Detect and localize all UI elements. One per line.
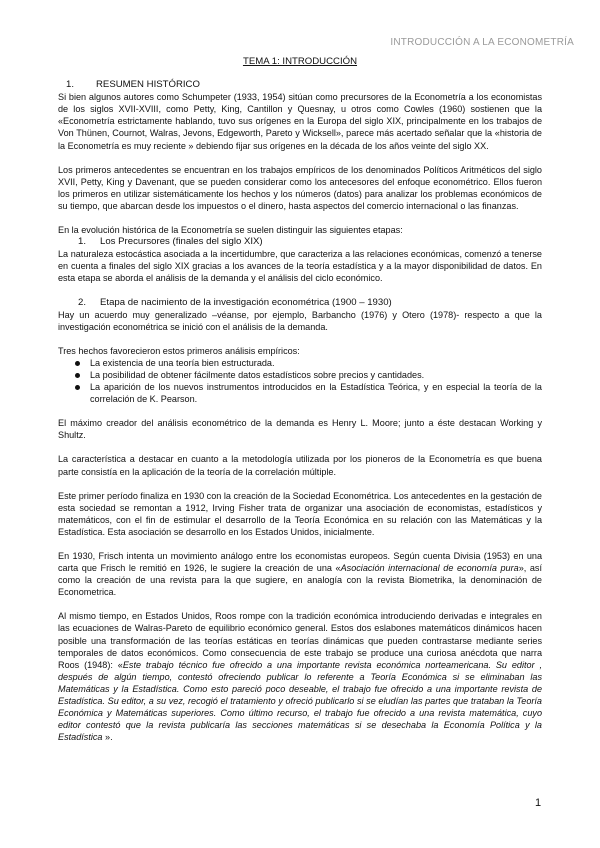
bullet-icon (75, 373, 80, 378)
stage-title: Etapa de nacimiento de la investigación econométrica (1900 – 1930) (100, 296, 392, 308)
stage-number: 2. (78, 296, 87, 308)
bullet-list (58, 357, 542, 405)
list-item: La aparición de los nuevos instrumentos introducidos en la Estadística Teórica, y en especial la teoría de la correlación de K. Pearson. (58, 381, 542, 405)
stage-number: 1. (78, 236, 87, 248)
paragraph-stages-intro: En la evolución histórica de la Econometría se suelen distinguir las siguientes etapas: (58, 225, 403, 236)
paragraph-precursors: La naturaleza estocástica asociada a la incertidumbre, que caracteriza a las relaciones económicas, comenzó a tenerse en cuenta a finales del siglo XIX gracias a los avances de la teoría estadística y a la mayor disponibilidad de datos. En esta etapa se aborda el análisis de la demanda y el análisis del ciclo económico. (58, 249, 542, 284)
stage-heading-1 (58, 236, 542, 248)
paragraph-econometric-society: Este primer período finaliza en 1930 con la creación de la Sociedad Econométrica. Los antecedentes en la gestación de esta sociedad se remontan a 1912, Irving Fisher trata de organizar una asociación de economistas, estadísticos y matemáticos, con el fin de estimular el desarrollo de la Teoría Económica en su relación con las Matemáticas y la Estadística. Esta asociación se desarrollo en los Estados Unidos, inicialmente. (58, 490, 542, 537)
stage-title: Los Precursores (finales del siglo XIX) (100, 236, 263, 248)
paragraph-moore: El máximo creador del análisis econométrico de la demanda es Henry L. Moore; junto a éste destacan Working y Shultz. (58, 418, 542, 441)
bullet-icon (75, 385, 80, 390)
stage-heading-2 (58, 297, 542, 309)
section-heading-1 (58, 79, 542, 91)
document-body (58, 56, 542, 743)
paragraph-roos: Al mismo tiempo, en Estados Unidos, Roos rompe con la tradición económica introduciendo derivadas e integrales en las ecuaciones de Walras-Pareto de equilibrio económico general. Estos dos eslabones matemáticos dinámicos hacen posible una transformación de las teorías estáticas en teorías dinámicas que pueden contrastarse mediante series temporales de datos económicos. Como consecuencia de este trabajo se produce una curiosa anécdota que narra Roos (1948): «Este trabajo técnico fue ofrecido a una importante revista económica norteamericana. Su editor , después de algún tiempo, contestó ofreciendo publicar lo referente a Teoría Económica si se eliminaban las Matemáticas y la Estadística. Como esto pareció poco deseable, el trabajo fue ofrecido a una importante revista de Estadística. Su editor, a su vez, recogió el tratamiento y ofreció publicarlo si se eludían las partes que trataban la Teoría Económica y Matemáticas superiores. Como último recurso, el trabajo fue ofrecido a una revista matemática, cuyo editor contestó que la revista publicaría las secciones matemáticas si se desechaba la Economía Política y la Estadística ». (58, 611, 543, 743)
section-title: RESUMEN HISTÓRICO (96, 79, 200, 91)
section-number: 1. (66, 79, 75, 91)
list-item: La posibilidad de obtener fácilmente datos estadísticos sobre precios y cantidades. (58, 369, 542, 381)
paragraph-frisch: En 1930, Frisch intenta un movimiento análogo entre los economistas europeos. Según cuenta Divisia (1953) en una carta que Frisch le remitió en 1926, le sugiere la creación de una «Asociación internacional de economía pura», así como la creación de una revista para la que sugiere, en analogía con la revista Biometrika, la denominación de Econometrica. (58, 551, 542, 598)
paragraph-methodology: La característica a destacar en cuanto a la metodología utilizada por los pioneros de la Econometría es que buena parte consistía en la aplicación de la teoría de la correlación múltiple. (58, 454, 542, 477)
paragraph-first-antecedents: Los primeros antecedentes se encuentran en los trabajos empíricos de los denominados Políticos Aritméticos del siglo XVII, Petty, King y Davenant, que se pueden considerar como los antecesores del enfoque econométrico. Ellos fueron los primeros en utilizar sistemáticamente los hechos y los números (datos) para analizar los problemas económicos de su tiempo, que abarcan desde los impuestos o el dinero, hasta aspectos del comercio internacional o las finanzas. (58, 164, 542, 211)
list-item: La existencia de una teoría bien estructurada. (58, 357, 542, 369)
page-title: TEMA 1: INTRODUCCIÓN (242, 56, 358, 67)
paragraph-historical-origins: Si bien algunos autores como Schumpeter (1933, 1954) sitúan como precursores de la Econometría a los economistas de los siglos XVII-XVIII, como Petty, King, Cantillon y Quesnay, u otros como Cowles (1960) sostienen que la «Econometría estrictamente hablando, tuvo sus orígenes en la Europa del siglo XIX, principalmente en los trabajos de Von Thünen, Cournot, Walras, Jevons, Edgeworth, Pareto y Wicksell», parece más acertado señalar que la «historia de la Econometría es muy reciente » debiendo fijar sus orígenes en la década de los años veinte del siglo XX. (58, 92, 542, 151)
paragraph-three-facts: Tres hechos favorecieron estos primeros análisis empíricos: (58, 345, 300, 356)
bullet-icon (75, 361, 80, 366)
running-header-title: INTRODUCCIÓN A LA ECONOMETRÍA (390, 37, 574, 48)
paragraph-demand-analysis: Hay un acuerdo muy generalizado –véanse, por ejemplo, Barbancho (1976) y Otero (1978)- respecto a que la investigación econométrica se inició con el análisis de la demanda. (58, 309, 542, 332)
page-number: 1 (535, 797, 542, 809)
